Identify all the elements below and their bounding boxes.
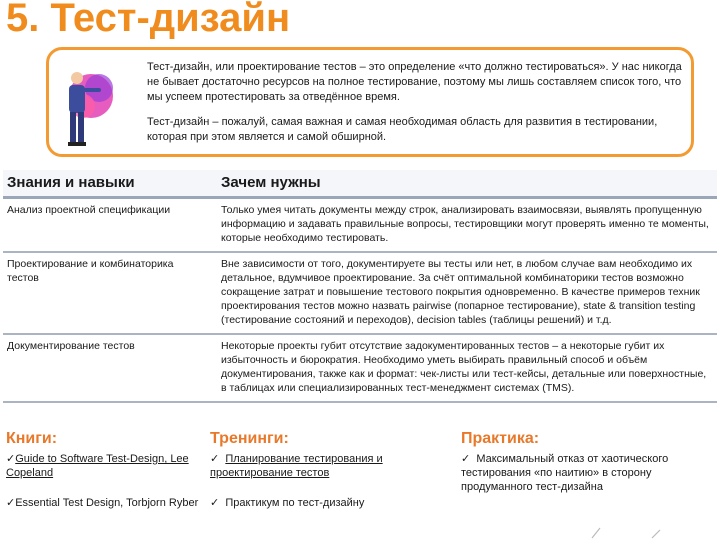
intro-paragraph-1: Тест-дизайн, или проектирование тестов – это определение «что должно тестироваться». У нас никогда не бывает достаточно ресурсов на полное тестирование, поэтому мы лишь составляем список того, что мы успеем протестировать за отведённое время.: [147, 61, 682, 103]
header-skills: Знания и навыки: [3, 170, 211, 198]
practice-heading: Практика:: [461, 430, 540, 447]
book-item: [6, 496, 201, 510]
book-item[interactable]: [6, 452, 201, 480]
intro-text: [147, 60, 687, 155]
intro-paragraph-2: Тест-дизайн – пожалуй, самая важная и самая необходимая область для развития в тестировании, которая при этом является и самой обширной.: [147, 116, 658, 143]
intro-box: [46, 47, 694, 157]
books-heading: Книги:: [6, 430, 58, 447]
reason-cell: Вне зависимости от того, документируете вы тесты или нет, в любом случае вам необходимо их детальное, вдумчивое проектирование. За счёт оптимальной комбинаторики тестов возможно сокращение затрат и повышение тестового покрытия одновременно. В качестве примеров техник проектирования тестов можно назвать pairwise (попарное тестирование), state & transition testing (тестирование состояний и переходов), decision tables (таблицы решений) и т.д.: [211, 252, 717, 334]
table-row: [3, 334, 717, 402]
book-link[interactable]: Guide to Software Test-Design, Lee Copeland: [6, 453, 189, 479]
table-row: [3, 198, 717, 253]
presenter-illustration-icon: [57, 58, 119, 150]
trainings-heading: Тренинги:: [210, 430, 289, 447]
corner-decoration-icon: [582, 510, 712, 540]
training-title: Практикум по тест-дизайну: [225, 497, 365, 509]
skills-table: [3, 170, 717, 403]
table-header-row: [3, 170, 717, 198]
reason-cell: Некоторые проекты губит отсутствие задокументированных тестов – а некоторые губит их избыточность и бюрократия. Необходимо уметь выбирать правильный способ и объём документирования, также как и формат: чек-листы или тест-кейсы, детальные или поверхностные, в таблицах или специализированных тест-менеджмент системах (TMS).: [211, 334, 717, 402]
book-title: Essential Test Design, Torbjorn Ryber: [15, 497, 199, 509]
check-icon: ✓: [210, 497, 220, 509]
practice-item: [461, 452, 691, 494]
trainings-column: [210, 430, 400, 526]
header-reason: Зачем нужны: [211, 170, 717, 198]
page-title: 5. Тест-дизайн: [6, 0, 291, 40]
practice-column: [461, 430, 691, 510]
table-row: [3, 252, 717, 334]
training-item[interactable]: [210, 452, 400, 480]
check-icon: ✓: [461, 453, 471, 465]
reason-cell: Только умея читать документы между строк, анализировать взаимосвязи, выявлять пропущенную информацию и задавать правильные вопросы, тестировщики могут проверять именно те моменты, которые необходимо тестировать.: [211, 198, 717, 253]
skill-cell: Документирование тестов: [3, 334, 211, 402]
check-icon: ✓: [210, 453, 220, 465]
skill-cell: Анализ проектной спецификации: [3, 198, 211, 253]
check-icon: ✓: [6, 453, 16, 465]
training-item: [210, 496, 400, 510]
books-column: [6, 430, 201, 526]
practice-text: Максимальный отказ от хаотического тестирования «по наитию» в сторону продуманного тест-дизайна: [461, 453, 669, 493]
training-link[interactable]: Планирование тестирования и проектирование тестов: [210, 453, 383, 479]
check-icon: ✓: [6, 497, 16, 509]
skill-cell: Проектирование и комбинаторика тестов: [3, 252, 211, 334]
